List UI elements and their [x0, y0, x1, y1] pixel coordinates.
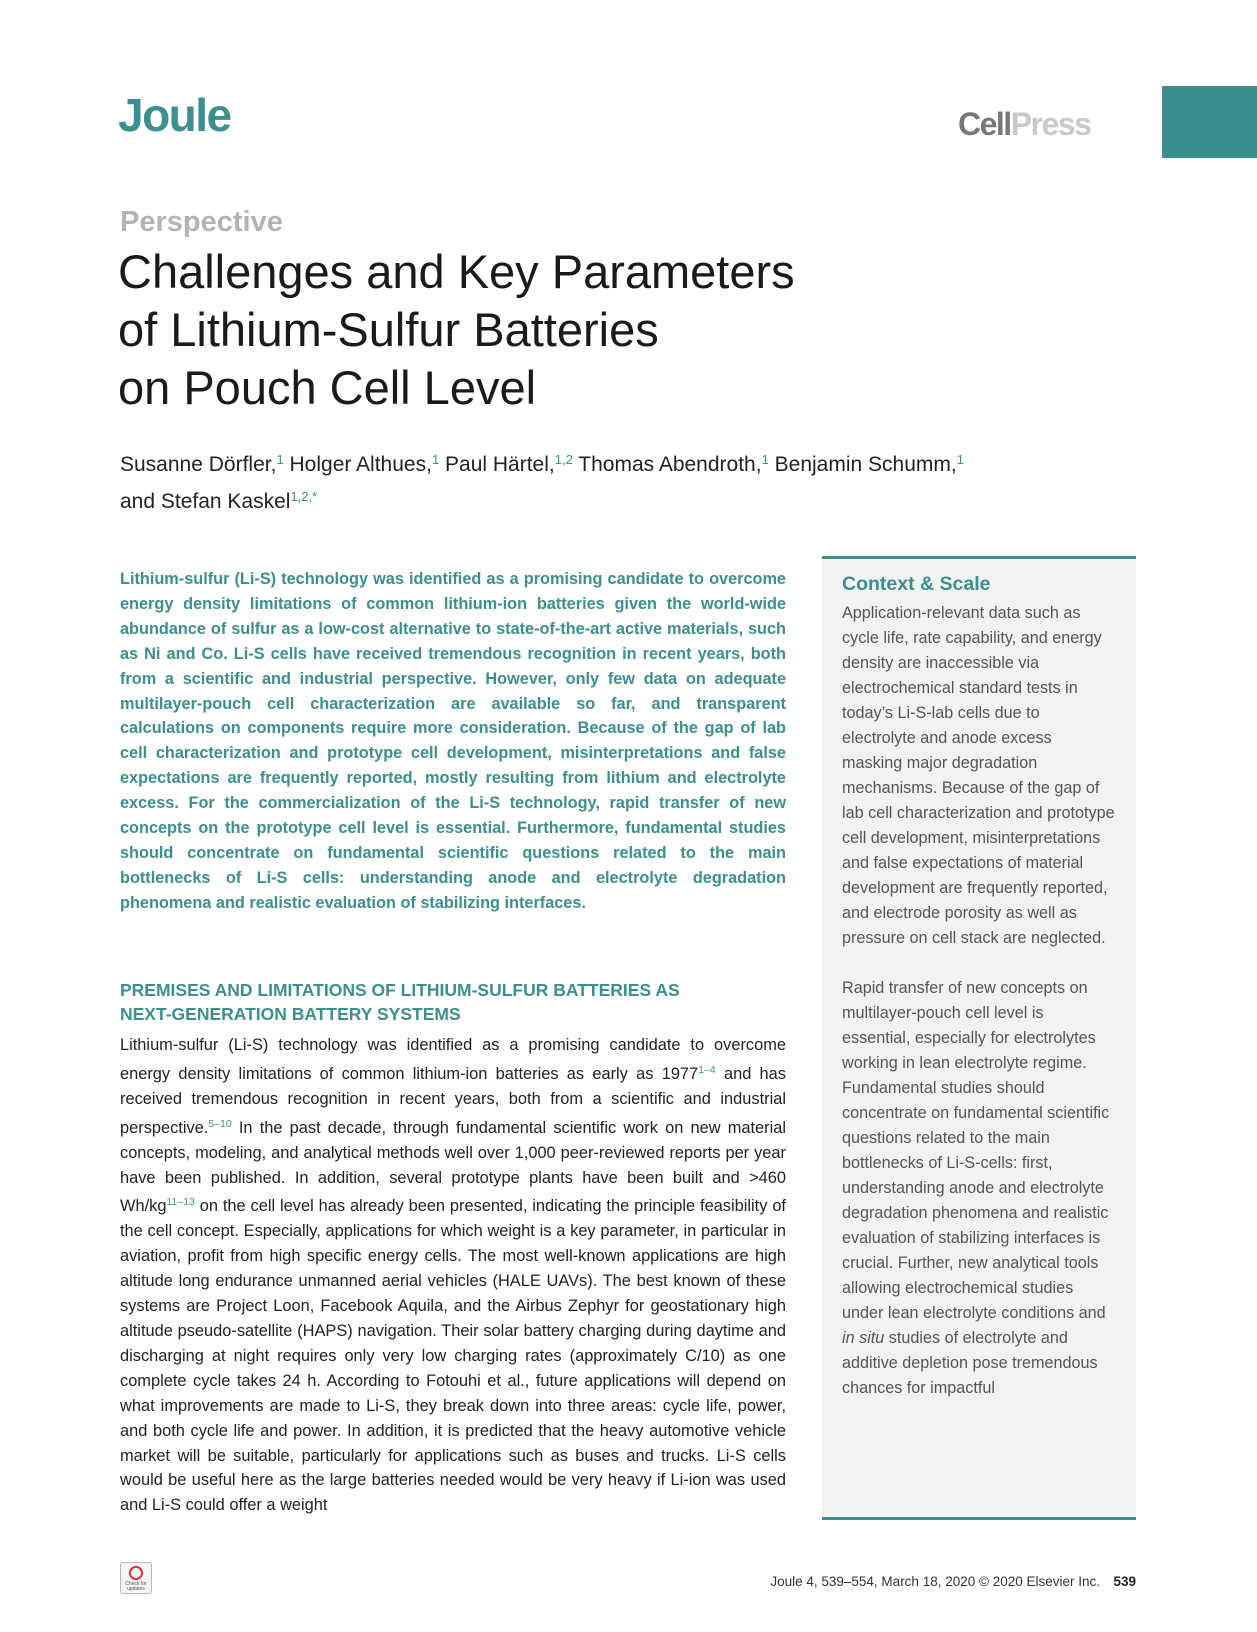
author-name: Thomas Abendroth,: [578, 453, 762, 476]
article-type-label: Perspective: [120, 206, 283, 238]
publisher-logo: [958, 108, 1090, 140]
author-name: Holger Althues,: [289, 453, 432, 476]
section-heading-line-1: PREMISES AND LIMITATIONS OF LITHIUM-SULFUR BATTERIES AS: [120, 980, 680, 1000]
check-for-updates-badge[interactable]: [120, 1562, 152, 1594]
bookmark-icon: [129, 1566, 143, 1580]
context-scale-box: [822, 556, 1136, 1520]
title-line-1: Challenges and Key Parameters: [118, 245, 795, 298]
reference-link[interactable]: 1–4: [698, 1063, 716, 1076]
title-line-3: on Pouch Cell Level: [118, 361, 537, 414]
publisher-logo-press: Press: [1010, 106, 1091, 142]
author-affiliation[interactable]: 1,2: [554, 452, 573, 467]
body-text-part: Lithium-sulfur (Li-S) technology was identified as a promising candidate to overcome energy density limitations of common lithium-ion batteries as early as 1977: [120, 1036, 786, 1083]
publisher-logo-cell: Cell: [958, 106, 1011, 142]
reference-link[interactable]: 11–13: [166, 1196, 195, 1209]
section-heading: [120, 978, 780, 1026]
context-heading: Context & Scale: [842, 573, 991, 595]
body-text-part: In the past decade, through fundamental scientific work on new material concepts, modeling, and analytical methods well over 1,000 peer-reviewed reports per year have been published. In addition, several prototype plants have been built and >460 Wh/kg: [120, 1118, 786, 1216]
body-text-part: and has received tremendous recognition in recent years, both from a scientific and industrial perspective.: [120, 1064, 786, 1137]
badge-label: Check for updates: [125, 1581, 147, 1592]
corner-accent-block: [1162, 86, 1257, 158]
footer-citation: Joule 4, 539–554, March 18, 2020 © 2020 Elsevier Inc.: [770, 1574, 1100, 1589]
context-text-part: studies of electrolyte and additive depletion pose tremendous chances for impactful: [842, 1329, 1098, 1397]
body-paragraph: [120, 1033, 786, 1518]
author-affiliation[interactable]: 1: [431, 452, 440, 467]
context-italic-term: in situ: [842, 1329, 885, 1347]
author-affiliation[interactable]: 1: [956, 452, 964, 467]
page-number: 539: [1113, 1574, 1136, 1589]
author-affiliation[interactable]: 1: [276, 452, 284, 467]
context-paragraph-1: Application-relevant data such as cycle life, rate capability, and energy density are inaccessible via electrochemical standard tests in today’s Li-S-lab cells due to electrolyte and anode excess masking major degradation mechanisms. Because of the gap of lab cell characterization and prototype cell development, misinterpretations and false expectations of material development are frequently reported, and electrode porosity as well as pressure on cell stack are neglected.: [842, 604, 1115, 947]
journal-logo: Joule: [118, 89, 231, 141]
author-name: Paul Härtel,: [445, 453, 555, 476]
author-name: and Stefan Kaskel: [120, 490, 291, 513]
reference-link[interactable]: 5–10: [208, 1117, 232, 1130]
section-heading-line-2: NEXT-GENERATION BATTERY SYSTEMS: [120, 1004, 461, 1024]
summary-abstract: Lithium-sulfur (Li-S) technology was identified as a promising candidate to overcome energy density limitations of common lithium-ion batteries given the world-wide abundance of sulfur as a low-cost alternative to state-of-the-art active materials, such as Ni and Co. Li-S cells have received tremendous recognition in recent years, both from a scientific and industrial perspective. However, only few data on adequate multilayer-pouch cell characterization are available so far, and transparent calculations on components require more consideration. Because of the gap of lab cell characterization and prototype cell development, misinterpretations and false expectations are frequently reported, mostly resulting from lithium and electrolyte excess. For the commercialization of the Li-S technology, rapid transfer of new concepts on the prototype cell level is essential. Furthermore, fundamental studies should concentrate on fundamental scientific questions related to the main bottlenecks of Li-S cells: understanding anode and electrolyte degradation phenomena and realistic evaluation of stabilizing interfaces.: [120, 570, 786, 912]
article-title: [118, 243, 878, 417]
context-paragraph-2: [842, 976, 1116, 1401]
title-line-2: of Lithium-Sulfur Batteries: [118, 303, 659, 356]
author-name: Susanne Dörfler,: [120, 453, 277, 476]
author-name: Benjamin Schumm,: [774, 453, 957, 476]
author-affiliation[interactable]: 1: [761, 452, 769, 467]
author-list: [120, 444, 1080, 518]
body-text-part: on the cell level has already been presented, indicating the principle feasibility of the cell concept. Especially, applications for which weight is a key parameter, in particular in aviation, profit from high specific energy cells. The most well-known applications are high altitude long endurance unmanned aerial vehicles (HALE UAVs). The best known of these systems are Project Loon, Facebook Aquila, and the Airbus Zephyr for geostationary high altitude pseudo-satellite (HAPS) navigation. Their solar battery charging during daytime and discharging at night requires only very low charging rates (approximately C/10) as one complete cycle takes 24 h. According to Fotouhi et al., future applications will depend on what improvements are made to Li-S, they break down into three areas: cycle life, power, and both cycle life and power. In addition, it is predicted that the heavy automotive vehicle market will be suitable, particularly for applications such as buses and trucks. Li-S cells would be useful here as the large batteries needed would be very heavy if Li-ion was used and Li-S could offer a weight: [120, 1197, 786, 1515]
context-text-part: Rapid transfer of new concepts on multilayer-pouch cell level is essential, especially for electrolytes working in lean electrolyte regime. Fundamental studies should concentrate on fundamental scientific questions related to the main bottlenecks of Li-S-cells: first, understanding anode and electrolyte degradation phenomena and realistic evaluation of stabilizing interfaces is crucial. Further, new analytical tools allowing electrochemical studies under lean electrolyte conditions and: [842, 979, 1110, 1322]
author-affiliation[interactable]: 1,2,*: [290, 489, 318, 504]
